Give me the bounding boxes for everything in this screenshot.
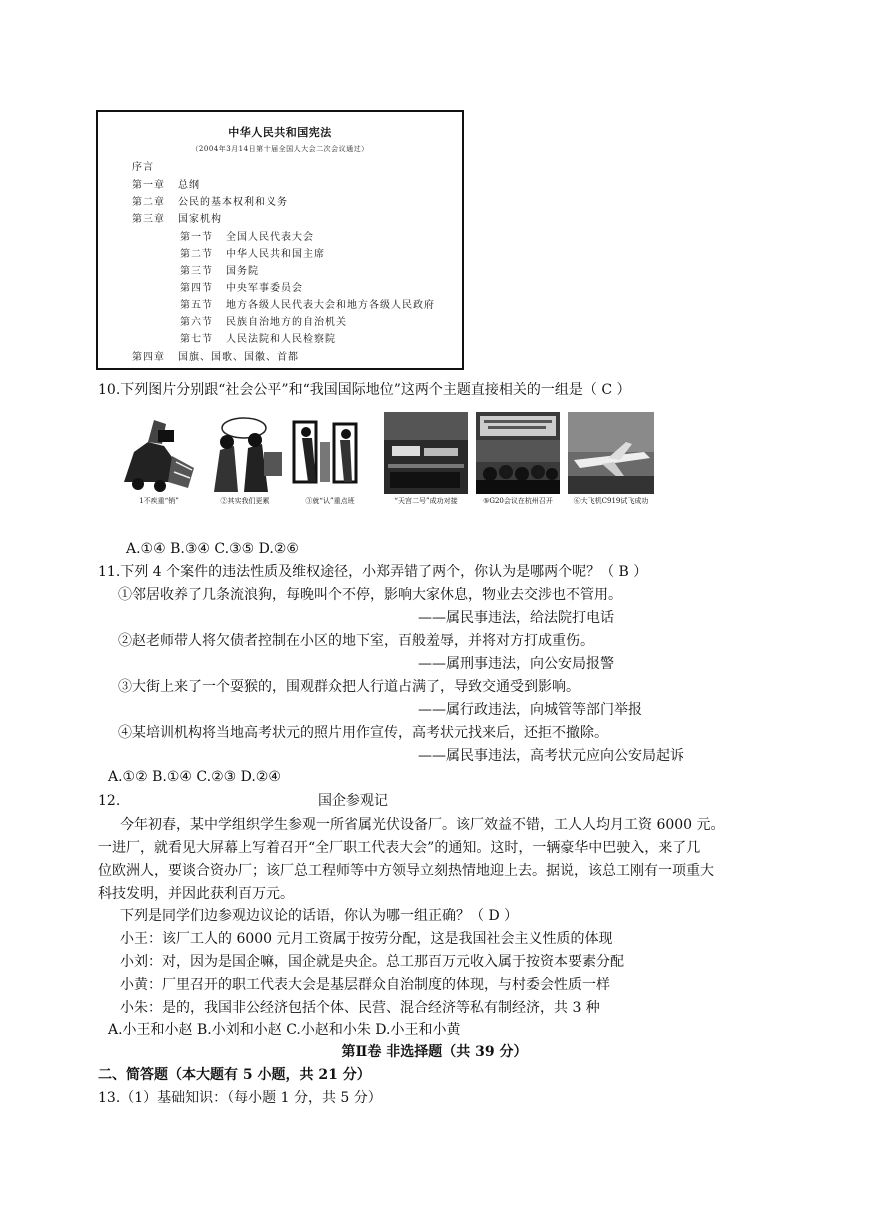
q12-remark-1: 小王：该厂工人的 6000 元月工资属于按劳分配，这是我国社会主义性质的体现 xyxy=(120,931,613,947)
photo-image xyxy=(568,412,654,494)
section-6: 第六节 民族自治地方的自治机关 xyxy=(180,317,347,328)
q10-picture-1 xyxy=(118,412,200,508)
cartoon-image xyxy=(290,412,370,494)
q10-picture-3 xyxy=(290,412,370,508)
cartoon-image xyxy=(118,412,200,494)
q11-case-4: ④某培训机构将当地高考状元的照片用作宣传，高考状元找来后，还拒不撤除。 xyxy=(118,725,608,741)
q10-picture-4 xyxy=(384,412,468,508)
chapter-3: 第三章 国家机构 xyxy=(132,214,222,225)
q11-answer-4: ——属民事违法，高考状元应向公安局起诉 xyxy=(418,748,684,764)
constitution-subtitle: （2004年3月14日第十届全国人大会二次会议通过） xyxy=(191,145,369,153)
section-4: 第四节 中央军事委员会 xyxy=(180,283,303,294)
section-5: 第五节 地方各级人民代表大会和地方各级人民政府 xyxy=(180,300,435,311)
q12-number: 12. xyxy=(98,793,121,809)
q12-passage-line-1: 今年初春，某中学组织学生参观一所省属光伏设备厂。该厂效益不错，工人人均月工资 6000 元。 xyxy=(120,817,725,833)
q10-caption-4: “天宫二号”成功对接 xyxy=(394,497,458,505)
q11-case-1: ①邻居收养了几条流浪狗，每晚叫个不停，影响大家休息，物业去交涉也不管用。 xyxy=(118,587,622,603)
chapter-4: 第四章 国旗、国歌、国徽、首都 xyxy=(132,352,299,363)
photo-image xyxy=(476,412,560,494)
q11-answer-1: ——属民事违法，给法院打电话 xyxy=(418,610,614,626)
q12-passage-line-2: 一进厂，就看见大屏幕上写着召开“全厂职工代表大会”的通知。这时，一辆豪华中巴驶入，来了几 xyxy=(98,840,701,856)
q11-case-3: ③大街上来了一个耍猴的，围观群众把人行道占满了，导致交通受到影响。 xyxy=(118,679,580,695)
preface: 序言 xyxy=(132,162,154,173)
q12-passage-line-3: 位欧洲人，要谈合资办厂；该厂总工程师等中方领导立刻热情地迎上去。据说，该总工刚有一项重大 xyxy=(98,863,714,879)
constitution-title: 中华人民共和国宪法 xyxy=(228,126,332,139)
q10-caption-5: ⑤G20会议在杭州召开 xyxy=(483,497,553,505)
q10-caption-6: ⑥大飞机C919试飞成功 xyxy=(573,497,649,505)
q11-stem: 11.下列 4 个案件的违法性质及维权途径，小郑弄错了两个，你认为是哪两个呢？（ B ） xyxy=(98,564,648,580)
photo-image xyxy=(384,412,468,494)
q11-case-2: ②赵老师带人将欠债者控制在小区的地下室，百般羞辱，并将对方打成重伤。 xyxy=(118,633,594,649)
q11-answer-2: ——属刑事违法，向公安局报警 xyxy=(418,656,614,672)
constitution-table-of-contents xyxy=(96,110,464,370)
section-3: 第三节 国务院 xyxy=(180,266,259,277)
q13-stem: 13.（1）基础知识：（每小题 1 分，共 5 分） xyxy=(98,1090,382,1106)
q12-options: A.小王和小赵 B.小刘和小赵 C.小赵和小朱 D.小王和小黄 xyxy=(108,1022,461,1038)
q12-passage-line-4: 科技发明，并因此获利百万元。 xyxy=(98,886,294,902)
q10-picture-2 xyxy=(204,412,286,508)
q12-remark-3: 小黄：厂里召开的职工代表大会是基层群众自治制度的体现，与村委会性质一样 xyxy=(120,977,610,993)
part2-heading: 第Ⅱ卷 非选择题（共 39 分） xyxy=(341,1044,528,1060)
q10-caption-2: ②其实我们更累 xyxy=(220,497,270,505)
q10-caption-1: 1不疾重“销” xyxy=(139,497,179,505)
q12-remark-2: 小刘：对，因为是国企嘛，国企就是央企。总工那百万元收入属于按资本要素分配 xyxy=(120,954,624,970)
chapter-1: 第一章 总纲 xyxy=(132,180,200,191)
q10-caption-3: ③就“认”重点班 xyxy=(305,497,355,505)
q12-question: 下列是同学们边参观边议论的话语，你认为哪一组正确？（ D ） xyxy=(120,908,519,924)
section-2: 第二节 中华人民共和国主席 xyxy=(180,249,325,260)
q10-stem: 10.下列图片分别跟“社会公平”和“我国国际地位”这两个主题直接相关的一组是（ C ） xyxy=(98,382,631,398)
chapter-2: 第二章 公民的基本权利和义务 xyxy=(132,197,288,208)
q10-options: A.①④ B.③④ C.③⑤ D.②⑥ xyxy=(126,541,299,557)
cartoon-image xyxy=(204,412,286,494)
q12-remark-4: 小朱：是的，我国非公经济包括个体、民营、混合经济等私有制经济，共 3 种 xyxy=(120,1000,600,1016)
q10-picture-5 xyxy=(476,412,560,508)
q11-answer-3: ——属行政违法，向城管等部门举报 xyxy=(418,702,642,718)
q10-picture-6 xyxy=(568,412,654,508)
q12-title: 国企参观记 xyxy=(318,793,388,809)
part2-section-heading: 二、简答题（本大题有 5 小题，共 21 分） xyxy=(98,1067,371,1083)
q11-options: A.①② B.①④ C.②③ D.②④ xyxy=(108,769,281,785)
section-1: 第一节 全国人民代表大会 xyxy=(180,232,314,243)
section-7: 第七节 人民法院和人民检察院 xyxy=(180,334,336,345)
